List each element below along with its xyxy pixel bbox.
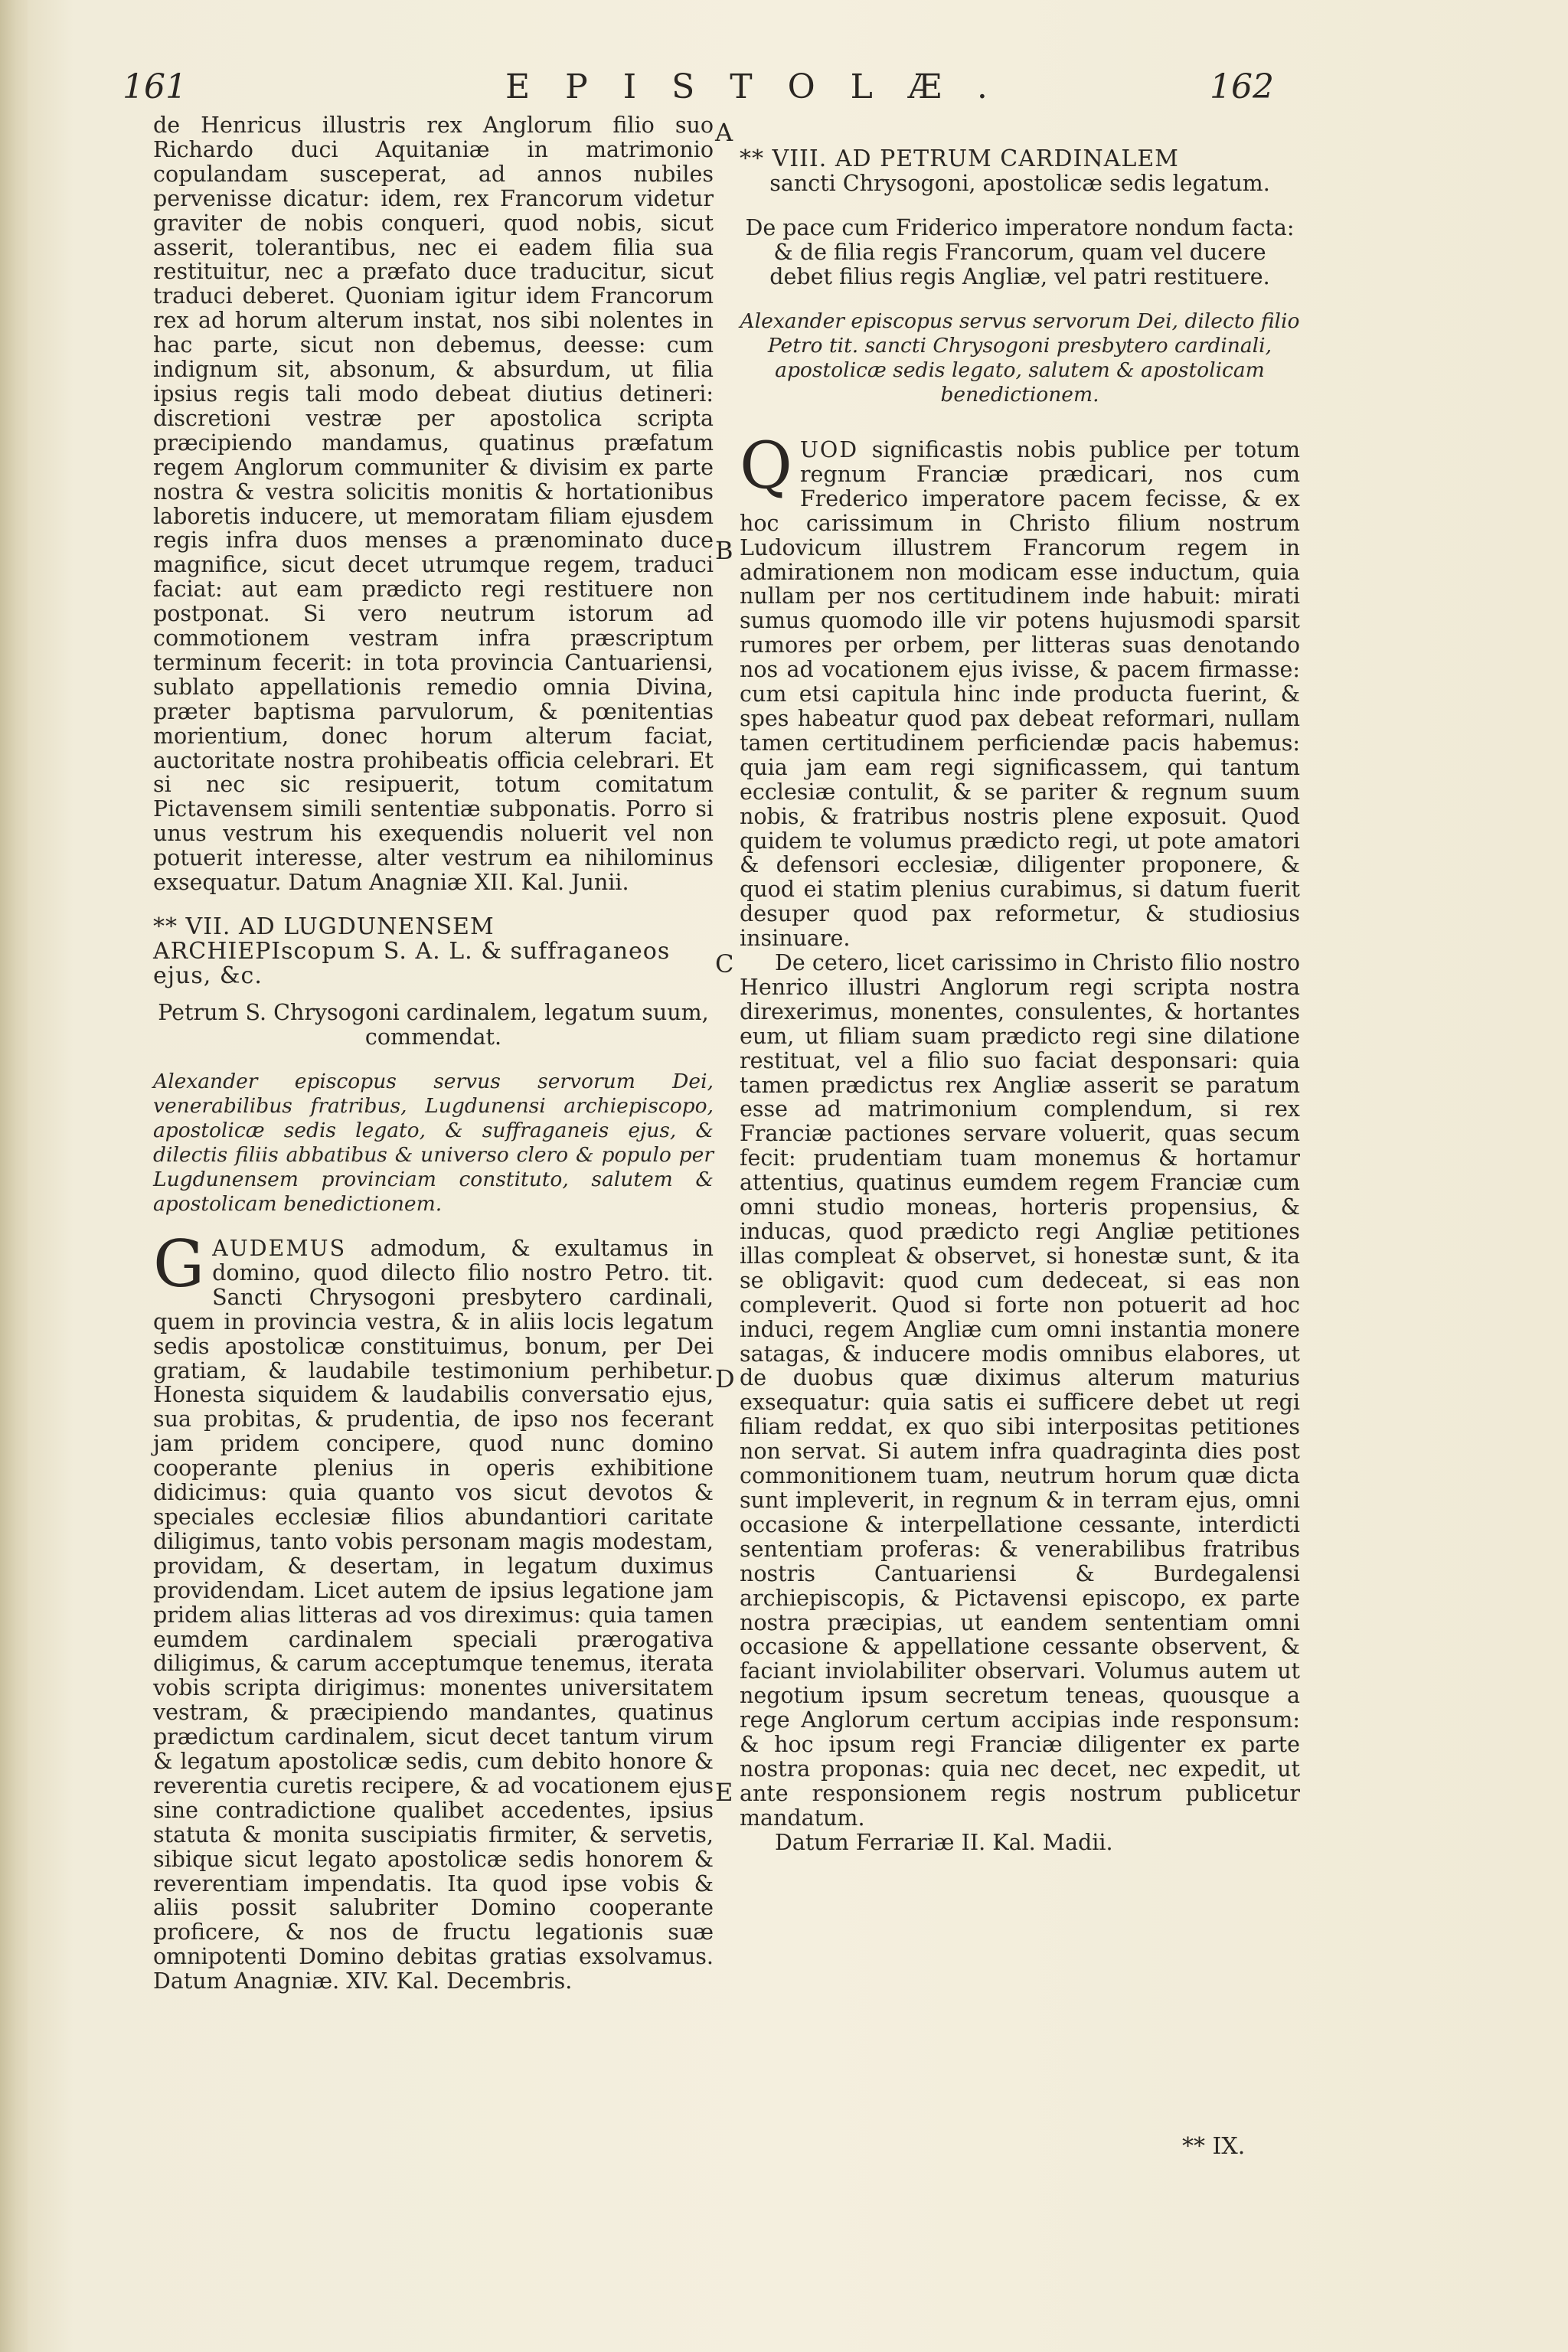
letter8-salutation: Alexander episcopus servus servorum Dei, dilecto filio Petro tit. sancti Chrysogoni presbytero cardinali, apostolicæ sedis legato, salutem & apostolicam benedictionem. xyxy=(740,309,1300,407)
letter7-title: ** VII. AD LUGDUNENSEM ARCHIEPIscopum S. A. L. & suffraganeos ejus, &c. xyxy=(153,913,671,989)
page-number-left: 161 xyxy=(122,67,187,106)
letter7-summary: Petrum S. Chrysogoni cardinalem, legatum suum, commendat. xyxy=(158,1000,709,1050)
binding-shadow xyxy=(0,0,28,2352)
letter7-salutation: Alexander episcopus servus servorum Dei, venerabilibus fratribus, Lugdunensi archiepiscopo, apostolicæ sedis legato, & suffraganeis ejus, & dilectis filiis abbatibus & universo clero & populo per Lugdunensem provinciam constituto, salutem & apostolicam benedictionem. xyxy=(153,1070,714,1216)
letter8-body-1: significastis nobis publice per totum regnum Franciæ prædicari, nos cum Frederico imperatore pacem fecisse, & ex hoc carissimum in Christo filium nostrum Ludovicum illustrem Francorum regem in admirationem non modicam esse inductum, quia nullam per nos certitudinem inde habuit: mirati sumus quomodo ille vir potens hujusmodi sparsit rumores per orbem, per litteras suas denotando nos ad vocationem ejus ivisse, & pacem firmasse: cum etsi capitula hinc inde producta fuerint, & spes habeatur quod pax debeat reformari, nullam tamen certitudinem perficiendæ pacis habemus: quia jam eam regi significassem, qui tantum ecclesiæ contulit, & se pariter & regnum suum nobis, & fratribus nostris plene exposuit. Quod quidem te volumus prædicto regi, ut pote amatori & defensori ecclesiæ, diligenter proponere, & quod ei statim plenius curabimus, si datum fuerit desuper quod pax reformetur, & studiosius insinuare. xyxy=(740,437,1300,952)
running-title: EPISTOLÆ. xyxy=(505,67,1023,106)
margin-letter-b: B xyxy=(715,536,733,565)
letter8-date: Datum Ferrariæ II. Kal. Madii. xyxy=(775,1829,1113,1855)
page-header xyxy=(122,67,1274,113)
page-number-right: 162 xyxy=(1210,67,1274,106)
right-column xyxy=(740,147,1300,1855)
letter7-drop-cap: G xyxy=(153,1227,205,1302)
letter8-body-paragraph-1 xyxy=(740,428,1300,952)
letter7-body: admodum, & exultamus in domino, quod dilecto filio nostro Petro. tit. Sancti Chrysogoni presbytero cardinali, quem in provincia vestra, & in aliis locis legatum sedis apostolicæ constituimus, bonum, per Dei gratiam, & laudabile testimonium perhibetur. Honesta siquidem & laudabilis conversatio ejus, sua probitas, & prudentia, de ipso nos fecerant jam pridem concipere, quod nunc domino cooperante plenius in operis exhibitione didicimus: quia quanto vos sicut devotos & speciales ecclesiæ filios abundantiori caritate diligimus, tanto vobis personam magis modestam, providam, & desertam, in legatum duximus providendam. Licet autem de ipsius legatione jam pridem alias litteras ad vos direximus: quia tamen eumdem cardinalem speciali prærogativa diligimus, & carum acceptumque tenemus, iterata vobis scripta dirigimus: monentes universitatem vestram, & præcipiendo mandantes, quatinus prædictum cardinalem, sicut decet tantum virum & legatum apostolicæ sedis, cum debito honore & reverentia curetis recipere, & ad vocationem ejus sine contradictione qualibet accedentes, ipsius statuta & monita suscipiatis firmiter, & servetis, sibique sicut legato apostolicæ sedis honorem & reverentiam impendatis. Ita quod ipse vobis & aliis possit salubriter Domino cooperante proficere, & nos de fructu legationis suæ omnipotenti Domino debitas gratias exsolvamus. Datum Anagniæ. XIV. Kal. Decembris. xyxy=(153,1236,714,1994)
letter8-title: ** VIII. AD PETRUM CARDINALEM xyxy=(740,145,1179,172)
letter7-body-paragraph xyxy=(153,1227,714,1994)
left-column xyxy=(153,113,714,1994)
catchword: ** IX. xyxy=(1182,2133,1246,2160)
margin-letter-d: D xyxy=(715,1364,735,1393)
continuation-text: de Henricus illustris rex Anglorum filio suo Richardo duci Aquitaniæ in matrimonio copulandam susceperat, ad annos nubiles pervenisse dicatur: idem, rex Francorum videtur graviter de nobis conqueri, quod nobis, sicut asserit, tolerantibus, nec ei eadem filia sua restituitur, nec a præfato duce traducitur, sicut traduci deberet. Quoniam igitur idem Francorum rex ad horum alterum instat, nos sibi nolentes in hac parte, sicut non debemus, deesse: cum indignum sit, absonum, & absurdum, ut filia ipsius regis tali modo debeat diutius detineri: discretioni vestræ per apostolica scripta præcipiendo mandamus, quatinus præfatum regem Anglorum communiter & divisim ex parte nostra & vestra solicitis monitis & hortationibus laboretis inducere, ut memoratam filiam ejusdem regis infra duos menses a prænominato duce magnifice, sicut decet utrumque regem, traduci faciat: aut eam prædicto regi restituere non postponat. Si vero neutrum istorum ad commotionem vestram infra præscriptum terminum fecerit: in tota provincia Cantuariensi, sublato appellationis remedio omnia Divina, præter baptisma parvulorum, & pœnitentias morientium, donec horum alterum faciat, auctoritate nostra prohibeatis officia celebrari. Et si nec sic resipuerit, totum comitatum Pictavensem simili sententiæ subponatis. Porro si unus vestrum his exequendis noluerit vel non potuerit interesse, alter vestrum ea nihilominus exsequatur. Datum Anagniæ XII. Kal. Junii. xyxy=(153,113,714,896)
margin-letter-a: A xyxy=(715,118,733,147)
letter7-incipit: AUDEMUS xyxy=(212,1236,347,1261)
letter8-drop-cap: Q xyxy=(740,428,792,503)
letter8-title-continuation: sancti Chrysogoni, apostolicæ sedis legatum. xyxy=(769,171,1270,196)
letter8-summary: De pace cum Friderico imperatore nondum facta: & de filia regis Francorum, quam vel ducere debet filius regis Angliæ, vel patri restituere. xyxy=(745,215,1295,289)
letter8-incipit: UOD xyxy=(799,437,859,462)
margin-letter-e: E xyxy=(715,1778,733,1807)
margin-letter-c: C xyxy=(715,949,734,978)
letter8-body-paragraph-2: De cetero, licet carissimo in Christo filio nostro Henrico illustri Anglorum regi scripta nostra direxerimus, monentes, consulentes, & hortantes eum, ut filiam suam prædicto regi sine dilatione restituat, vel a filio suo faciat desponsari: quia tamen prædictus rex Angliæ asserit se paratum esse ad matrimonium complendum, si rex Franciæ pactiones servare voluerit, quas secum fecit: prudentiam tuam monemus & hortamur attentius, quatinus eumdem regem Franciæ cum omni studio moneas, horteris propensius, & inducas, quod prædicto regi Angliæ petitiones illas compleat & observet, si honestæ sunt, & ita se obligavit: quod cum dedeceat, si eas non compleverit. Quod si forte non potuerit ad hoc induci, regem Angliæ cum omni instantia monere satagas, & inducere modis omnibus elabores, ut de duobus quæ diximus alterum maturius exsequatur: quia satis ei sufficere debet ut regi filiam reddat, ex quo sibi interpositas petitiones non servat. Si autem infra quadraginta dies post commonitionem tuam, neutrum horum quæ dicta sunt impleverit, in regnum & in terram ejus, omni occasione & interpellatione cessante, interdicti sententiam proferas: & venerabilibus fratribus nostris Cantuariensi & Burdegalensi archiepiscopis, & Pictavensi episcopo, ex parte nostra præcipias, ut eandem sententiam omni occasione & appellatione cessante observent, & faciant inviolabiliter observari. Volumus autem ut negotium ipsum secretum teneas, quousque a rege Anglorum certum accipias inde responsum: & hoc ipsum regi Franciæ diligenter ex parte nostra proponas: quia nec decet, nec expedit, ut ante responsionem regis nostrum publicetur mandatum. xyxy=(740,950,1300,1831)
